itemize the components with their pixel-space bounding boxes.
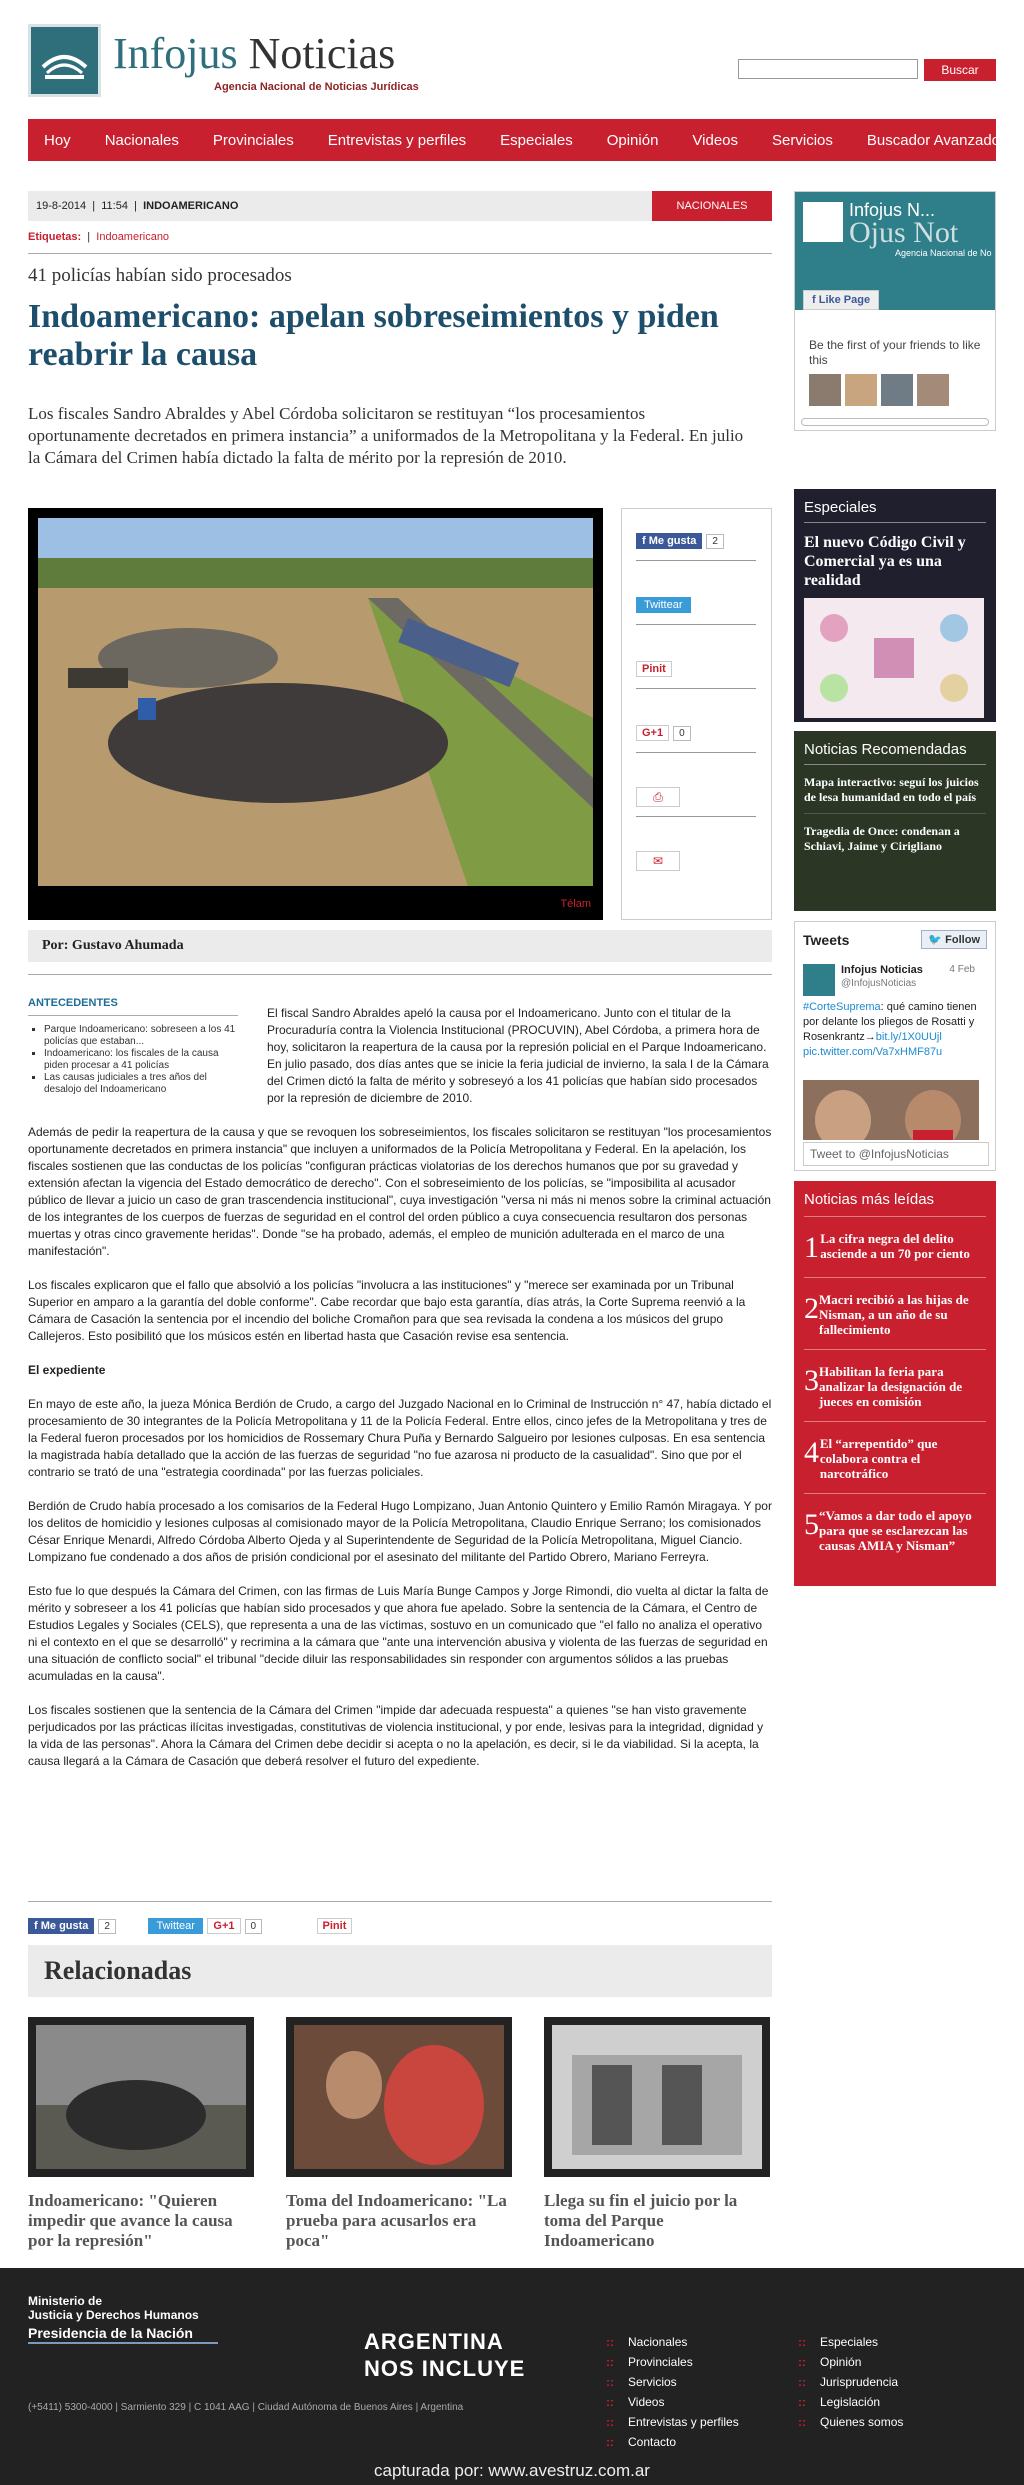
rank-number: 4 (804, 1436, 819, 1469)
twitter-follow-button[interactable]: 🐦 Follow (921, 930, 987, 949)
facebook-like-page-button[interactable]: f Like Page (803, 290, 879, 310)
facebook-page-avatar (803, 202, 843, 242)
nav-item-provinciales[interactable]: Provinciales (212, 131, 294, 149)
footer-link[interactable]: :: Videos (606, 2392, 739, 2412)
especiales-title: Especiales (804, 499, 986, 523)
nav-item-servicios[interactable]: Servicios (772, 131, 833, 149)
share-row-print (636, 787, 756, 817)
print-icon[interactable]: ⎙ (636, 787, 680, 807)
rank-number: 5 (804, 1508, 819, 1541)
footer-link[interactable]: :: Jurisprudencia (798, 2372, 903, 2392)
antecedentes-link[interactable]: ▪ Parque Indoamericano: sobreseen a los 41 policías que estaban... (44, 1024, 238, 1048)
antecedentes-link[interactable]: ▪ Indoamericano: los fiscales de la causa piden procesar a 41 policías (44, 1048, 238, 1072)
related-headline[interactable]: Llega su fin el juicio por la toma del Parque Indoamericano (544, 2191, 738, 2250)
mas-leidas-headline[interactable]: Macri recibió a las hijas de Nisman, a un año de su fallecimiento (819, 1292, 969, 1337)
related-title: Relacionadas (28, 1945, 772, 1997)
tweet-photo[interactable] (803, 1080, 979, 1140)
ministry-logo[interactable] (28, 2294, 218, 2344)
article-source: INDOAMERICANO (143, 200, 239, 212)
mas-leidas-box (794, 1181, 996, 1586)
recomendadas-link[interactable]: Mapa interactivo: seguí los juicios de lesa humanidad en todo el país (804, 775, 986, 814)
article-time: 11:54 (101, 200, 128, 212)
footer-link[interactable]: :: Entrevistas y perfiles (606, 2412, 739, 2432)
facebook-like-count: 2 (98, 1919, 116, 1934)
mas-leidas-headline[interactable]: “Vamos a dar todo el apoyo para que se esclarezcan las causas AMIA y Nisman” (819, 1508, 972, 1553)
site-footer (0, 2268, 1024, 2485)
article-paragraph: Los fiscales sostienen que la sentencia de la Cámara del Crimen "impide dar adecuada respuesta" a quienes "se han visto gravemente perjudicados por las prácticas ilícitas investigadas, constitutivas de violencia institucional, y por ende, lesivas para la integridad, dignidad y la vida de las personas". Ahora la Cámara del Crimen debe decidir si acepta o no la apelación, es decir, si le da viabilidad. Si la acepta, la causa llegará a la Cámara de Casación que deberá resolver el futuro del expediente. (28, 1703, 764, 1768)
ministry-line: Justicia y Derechos Humanos (28, 2308, 199, 2322)
article-paragraph: El fiscal Sandro Abraldes apeló la causa por el Indoamericano. Junto con el titular de la Procuraduría contra la Violencia Institucional (PROCUVIN), Abel Córdoba, a primera hora de hoy, solicitaron la reapertura de la causa por la represión policial en el Parque Indoamericano. En julio pasado, dos días antes que se inicie la feria judicial de invierno, la sala I de la Cámara del Crimen dictó la falta de mérito y sobreseyó a los 41 policías que habían sido procesados por la represión de diciembre de 2010. (267, 1006, 769, 1105)
site-header (28, 22, 996, 102)
article-paragraph: Además de pedir la reapertura de la causa y que se revoquen los sobreseimientos, los fiscales solicitaron se restituyan "los procesamientos oportunamente decretados en primera instancia" que incluyen a uniformados de la Policía Metropolitana y Federal. En la apelación, los fiscales sostienen que las conductas de los policías "configuran prácticas violatorias de los derechos humanos que por su gravedad y extensión afectan la vigencia del Estado democrático de derecho". Con el sobreseimiento de los policías, se "imposibilita al acusador público de llevar a juicio un caso de gran trascendencia institucional", cuya investigación "versa ni más ni menos sobre la criminal actuación de los integrantes de los cuerpos de fuerzas de seguridad en el control del orden público a cuya consecuencia resultaron dos personas muertas y otras cinco gravemente heridas". Donde "se ha probado, además, el empleo de munición adulterada en el marco de una manifestación". (28, 1125, 772, 1258)
tag-link[interactable]: Indoamericano (96, 231, 170, 243)
footer-link[interactable]: :: Provinciales (606, 2352, 739, 2372)
main-nav (28, 119, 1001, 161)
logo-tagline: Agencia Nacional de Noticias Jurídicas (214, 81, 419, 93)
related-headline[interactable]: Indoamericano: "Quieren impedir que avance la causa por la represión" (28, 2191, 233, 2250)
pinterest-button[interactable]: Pinit (317, 1918, 353, 1934)
share-row-pinterest (636, 659, 756, 689)
especiales-image[interactable] (804, 598, 984, 718)
footer-link[interactable]: :: Especiales (798, 2332, 903, 2352)
facebook-page-banner-text: Ojus Not (849, 216, 959, 249)
nav-item-nacionales[interactable]: Nacionales (104, 131, 179, 149)
article-kicker: 41 policías habían sido procesados (28, 265, 292, 286)
facebook-icon: f (642, 535, 646, 547)
tweet-to-input[interactable]: Tweet to @InfojusNoticias (803, 1142, 989, 1166)
divider (28, 1015, 238, 1016)
twitter-bird-icon: 🐦 (928, 934, 943, 946)
nav-item-especiales[interactable]: Especiales (500, 131, 573, 149)
googleplus-button[interactable]: G+1 (636, 725, 669, 741)
widget-scrollbar[interactable] (801, 418, 989, 426)
tweets-title: Tweets (803, 932, 850, 948)
recomendadas-box (794, 731, 996, 911)
article-paragraph: Esto fue lo que después la Cámara del Crimen, con las firmas de Luis María Bunge Campos y Jorge Rimondi, dio vuelta al dictar la falta de mérito y sobreseer a los 41 policías que habían sido procesados y que ahora fue apelado. Sobre la sentencia de la Cámara, el Centro de Estudios Legales y Sociales (CELS), que representa a una de las víctimas, sostuvo en un comunicado que "el fallo no analiza el operativo ni el contexto en el que se desarrolló" y recrimina a la cámara que "ante una intervención abusiva y violenta de las fuerzas de seguridad en una situación de conflicto social" el tribunal "decide diluir las responsabilidades sin responder con argumentos sólidos a las pruebas acumuladas en la causa". (28, 1584, 769, 1683)
facebook-like-button[interactable]: f Me gusta (636, 533, 702, 549)
googleplus-button[interactable]: G+1 (207, 1918, 240, 1934)
footer-links-col1 (606, 2332, 739, 2452)
related-card[interactable] (544, 2017, 770, 2251)
article-headline: Indoamericano: apelan sobreseimientos y piden reabrir la causa (28, 298, 719, 373)
related-headline[interactable]: Toma del Indoamericano: "La prueba para acusarlos era poca" (286, 2191, 507, 2250)
pinterest-button[interactable]: Pinit (636, 661, 672, 677)
avatar[interactable] (881, 374, 913, 406)
tags-row: Etiquetas: | Indoamericano (28, 231, 170, 243)
argentina-logo (364, 2328, 525, 2382)
googleplus-count: 0 (245, 1919, 263, 1934)
bottom-share-bar (28, 1901, 772, 1931)
nav-item-videos[interactable]: Videos (692, 131, 739, 149)
presidency-label: Presidencia de la Nación (28, 2326, 218, 2344)
search-form (738, 59, 996, 83)
facebook-page-tagline: Agencia Nacional de No (895, 248, 992, 258)
twitter-tweet-button[interactable]: Twittear (148, 1918, 203, 1934)
article-subhead: El expediente (28, 1363, 106, 1377)
nav-item-buscador[interactable]: Buscador Avanzado (866, 131, 1001, 149)
argentina-line: NOS INCLUYE (364, 2356, 526, 2381)
argentina-line: ARGENTINA (364, 2329, 504, 2354)
facebook-like-count: 2 (706, 534, 724, 549)
antecedentes-title: ANTECEDENTES (28, 997, 118, 1009)
footer-link[interactable]: :: Servicios (606, 2372, 739, 2392)
mas-leidas-item[interactable] (804, 1292, 986, 1350)
mas-leidas-title: Noticias más leídas (804, 1191, 986, 1217)
share-row-facebook (636, 531, 756, 561)
nav-item-opinion[interactable]: Opinión (606, 131, 659, 149)
tweet-text: #CorteSuprema: qué camino tienen por delante los pliegos de Rosatti y Rosenkrantz→bit.ly/1X0UUjl pic.twitter.com/Va7xHMF87u (803, 1001, 977, 1058)
recomendadas-link[interactable]: Tragedia de Once: condenan a Schiavi, Jaime y Cirigliano (804, 824, 960, 853)
related-card[interactable] (28, 2017, 254, 2251)
mas-leidas-headline[interactable]: La cifra negra del delito asciende a un 70 por ciento (820, 1231, 970, 1261)
nav-item-hoy[interactable]: Hoy (44, 131, 71, 149)
related-thumbnail[interactable] (28, 2017, 254, 2177)
article-paragraph: Los fiscales explicaron que el fallo que absolvió a los policías "involucra a las instituciones" y "merece ser examinada por un Tribunal Superior en amparo a la garantía del doble conforme". Cabe recordar que bajo esta garantía, días atrás, la Corte Suprema reenvió a la Cámara de Casación la sentencia por el incendio del boliche Cromañon para que sea revisada la condena a los músicos del grupo Callejeros. Esto posibilitó que los músicos estén en libertad hasta que Casación revise esa sentencia. (28, 1278, 746, 1343)
article-photo-frame (28, 508, 603, 920)
article-byline: Por: Gustavo Ahumada (28, 930, 772, 962)
facebook-like-button[interactable]: f Me gusta (28, 1918, 94, 1934)
facebook-icon: f (812, 294, 816, 306)
share-panel (621, 508, 772, 920)
share-row-googleplus (636, 723, 756, 753)
footer-link[interactable]: :: Quienes somos (798, 2412, 903, 2432)
tweet-author-name[interactable]: Infojus Noticias (841, 964, 923, 976)
nav-item-entrevistas[interactable]: Entrevistas y perfiles (327, 131, 467, 149)
related-thumbnail[interactable] (286, 2017, 512, 2177)
footer-links-col2 (798, 2332, 903, 2432)
mas-leidas-headline[interactable]: El “arrepentido” que colabora contra el narcotráfico (819, 1436, 938, 1481)
logo-emblem-icon (28, 24, 101, 97)
mas-leidas-item[interactable] (804, 1364, 986, 1422)
recomendadas-title: Noticias Recomendadas (804, 741, 986, 765)
mail-icon[interactable]: ✉ (636, 851, 680, 871)
mas-leidas-item[interactable] (804, 1436, 986, 1494)
rank-number: 1 (804, 1231, 819, 1264)
divider (28, 253, 772, 254)
facebook-icon: f (34, 1920, 38, 1932)
rank-number: 3 (804, 1364, 819, 1397)
search-input[interactable] (738, 59, 918, 79)
logo-name: Infojus Noticias (113, 29, 396, 78)
tags-label: Etiquetas: (28, 231, 82, 243)
capture-credit: capturada por: www.avestruz.com.ar (374, 2461, 650, 2480)
divider (28, 974, 772, 975)
mas-leidas-item[interactable] (804, 1231, 986, 1278)
footer-link[interactable]: :: Nacionales (606, 2332, 739, 2352)
footer-link[interactable]: :: Contacto (606, 2432, 739, 2452)
footer-link[interactable]: :: Legislación (798, 2392, 903, 2412)
tweet-link[interactable]: bit.ly/1X0UUjl (875, 1031, 942, 1043)
googleplus-count: 0 (673, 726, 691, 741)
article-meta-bar: 19-8-2014 | 11:54 | INDOAMERICANO NACIONALES (28, 191, 772, 221)
twitter-widget (794, 921, 996, 1171)
article-body (28, 1005, 772, 1787)
mas-leidas-item[interactable] (804, 1508, 986, 1565)
tweet-author-handle[interactable]: @InfojusNoticias (841, 978, 917, 989)
twitter-avatar[interactable] (803, 964, 835, 996)
share-row-mail (636, 851, 756, 881)
related-section (28, 1945, 772, 2250)
ministry-line: Ministerio de (28, 2294, 103, 2308)
antecedentes-link[interactable]: ▪ Las causas judiciales a tres años del desalojo del Indoamericano (44, 1072, 238, 1096)
twitter-tweet-button[interactable]: Twittear (636, 597, 691, 613)
site-logo[interactable] (28, 24, 419, 100)
article-date: 19-8-2014 (36, 200, 87, 212)
tweet-pic-link[interactable]: pic.twitter.com/Va7xHMF87u (803, 1046, 943, 1058)
facebook-page-widget (794, 191, 996, 431)
facebook-friends-text: Be the first of your friends to like this (809, 338, 981, 367)
especiales-headline[interactable]: El nuevo Código Civil y Comercial ya es una realidad (804, 534, 966, 589)
tweet-date[interactable]: 4 Feb (949, 964, 975, 975)
tweet-hashtag[interactable]: #CorteSuprema (803, 1001, 881, 1013)
rank-number: 2 (804, 1292, 819, 1325)
avatar[interactable] (809, 374, 841, 406)
search-button[interactable]: Buscar (924, 59, 996, 81)
article-lead: Los fiscales Sandro Abraldes y Abel Córdoba solicitaron se restituyan “los procesamientos oportunamente decretados en primera instancia” a uniformados de la Metropolitana y la Federal. En julio la Cámara del Crimen había dictado la falta de mérito por la represión de 2010. (28, 404, 744, 467)
article-paragraph: Berdión de Crudo había procesado a los comisarios de la Federal Hugo Lompizano, Juan Antonio Quintero y Emilio Ramón Miragaya. Y por los delitos de homicidio y lesiones culposas al comisionado mayor de la Policía Metropolitana, Claudio Enrique Serrano; los comisionados César Enrique Menardi, Alfredo Córdoba Alberto Ojeda y al Superintendente de Seguridad de la Policía Metropolitana, Miguel Ciancio. Lompizano fue condenado a dos años de prisión condicional por el asesinato del militante del Partido Obrero, Mariano Ferreyra. (28, 1499, 772, 1564)
footer-address: (+5411) 5300-4000 | Sarmiento 329 | C 1041 AAG | Ciudad Autónoma de Buenos Aires | Argentina (28, 2402, 464, 2413)
section-badge[interactable]: NACIONALES (652, 191, 772, 221)
mas-leidas-headline[interactable]: Habilitan la feria para analizar la designación de jueces en comisión (819, 1364, 963, 1409)
related-thumbnail[interactable] (544, 2017, 770, 2177)
related-card[interactable] (286, 2017, 512, 2251)
footer-link[interactable]: :: Opinión (798, 2352, 903, 2372)
photo-credit: Télam (560, 898, 591, 910)
article-paragraph: En mayo de este año, la jueza Mónica Berdión de Crudo, a cargo del Juzgado Nacional en lo Criminal de Instrucción n° 47, había dictado el procesamiento de 30 integrantes de la Policía Metropolitana y 11 de la Policía Federal. Entre ellos, cinco jefes de la Metropolitana y tres de la Federal fueron procesados por los homicidios de Rossemary Chura Puña y Bernardo Salgueiro por lesiones culposas. En esa sentencia la magistrada había detallado que la acción de las fuerzas de seguridad "no fue azarosa ni producto de la casualidad". Sino que por el contrario se trató de una "estrategia coordinada" por las fuerzas policiales. (28, 1397, 772, 1479)
avatar[interactable] (845, 374, 877, 406)
antecedentes-box (28, 997, 238, 1096)
facebook-page-name: Infojus N... (849, 200, 936, 220)
article-photo[interactable] (38, 518, 593, 886)
avatar[interactable] (917, 374, 949, 406)
share-row-twitter (636, 595, 756, 625)
especiales-box (794, 489, 996, 722)
